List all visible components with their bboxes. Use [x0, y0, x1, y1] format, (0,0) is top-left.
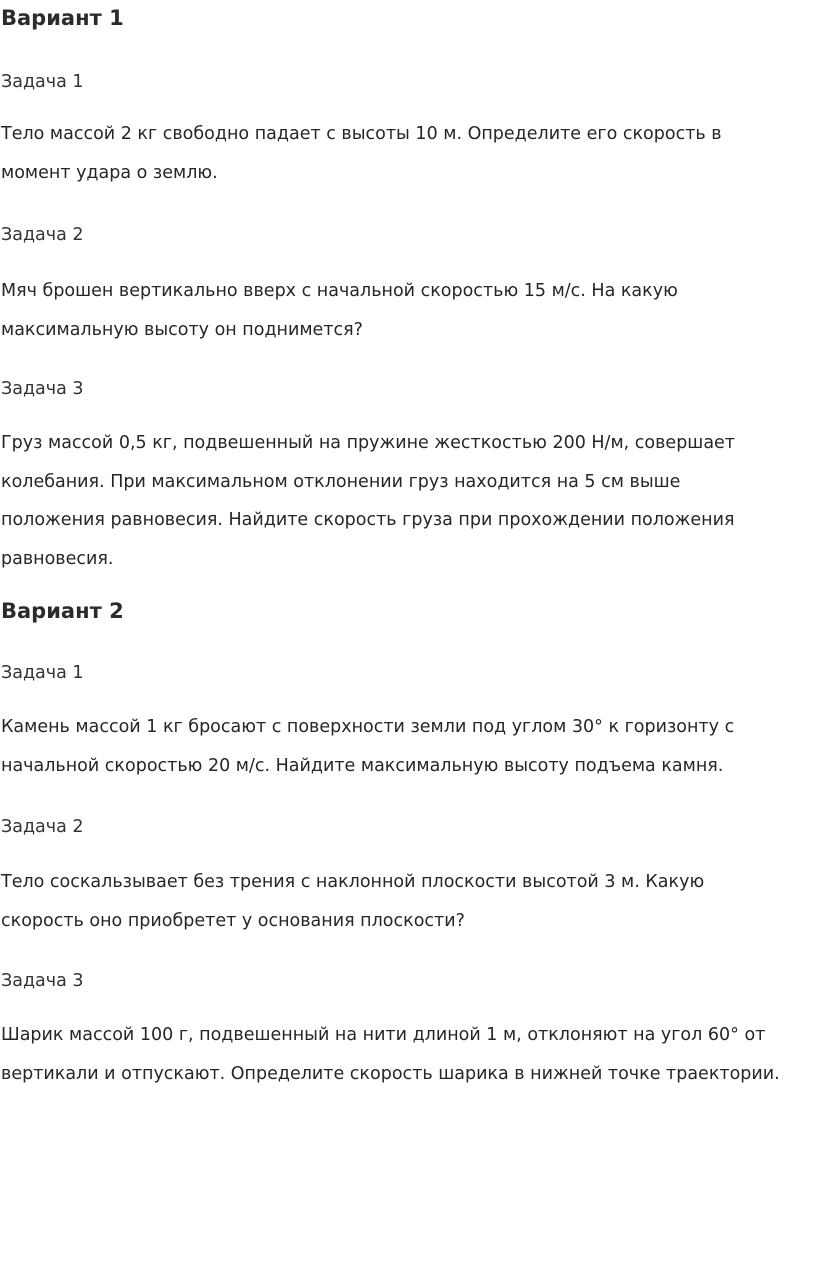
variant-1-task-3-label: Задача 3 — [1, 379, 84, 399]
text-line: Мяч брошен вертикально вверх с начальной скоростью 15 м/с. На какую — [1, 281, 678, 301]
variant-1-task-1-label: Задача 1 — [1, 72, 84, 92]
text-line: Груз массой 0,5 кг, подвешенный на пружине жесткостью 200 Н/м, совершает — [1, 433, 736, 453]
text-line: момент удара о землю. — [1, 162, 218, 183]
variant-2-task-1-text — [1, 708, 734, 785]
text-line: Шарик массой 100 г, подвешенный на нити длиной 1 м, отклоняют на угол 60° от — [1, 1025, 766, 1045]
text-line: положения равновесия. Найдите скорость груза при прохождении положения — [1, 510, 735, 530]
text-line: Тело соскальзывает без трения с наклонной плоскости высотой 3 м. Какую — [1, 872, 705, 892]
variant-1-title: Вариант 1 — [1, 6, 124, 30]
variant-2-task-1-label: Задача 1 — [1, 663, 84, 683]
variant-1-task-2-text — [1, 272, 678, 349]
text-line: Тело массой 2 кг свободно падает с высоты 10 м. Определите его скорость в — [1, 124, 722, 144]
text-line: равновесия. — [1, 548, 114, 569]
text-line: вертикали и отпускают. Определите скорость шарика в нижней точке траектории. — [1, 1063, 780, 1084]
text-line: Камень массой 1 кг бросают с поверхности земли под углом 30° к горизонту с — [1, 717, 735, 737]
variant-2-task-2-label: Задача 2 — [1, 817, 84, 837]
variant-2-title: Вариант 2 — [1, 599, 124, 623]
variant-1-task-2-label: Задача 2 — [1, 225, 84, 245]
variant-2-task-2-text — [1, 863, 704, 940]
text-line: максимальную высоту он поднимется? — [1, 319, 363, 340]
text-line: начальной скоростью 20 м/с. Найдите максимальную высоту подъема камня. — [1, 755, 724, 776]
variant-1-task-1-text — [1, 115, 722, 192]
variant-2-task-3-label: Задача 3 — [1, 971, 84, 991]
text-line: колебания. При максимальном отклонении груз находится на 5 см выше — [1, 471, 681, 492]
variant-1-task-3-text — [1, 424, 735, 578]
text-line: скорость оно приобретет у основания плоскости? — [1, 910, 465, 931]
variant-2-task-3-text — [1, 1016, 780, 1093]
